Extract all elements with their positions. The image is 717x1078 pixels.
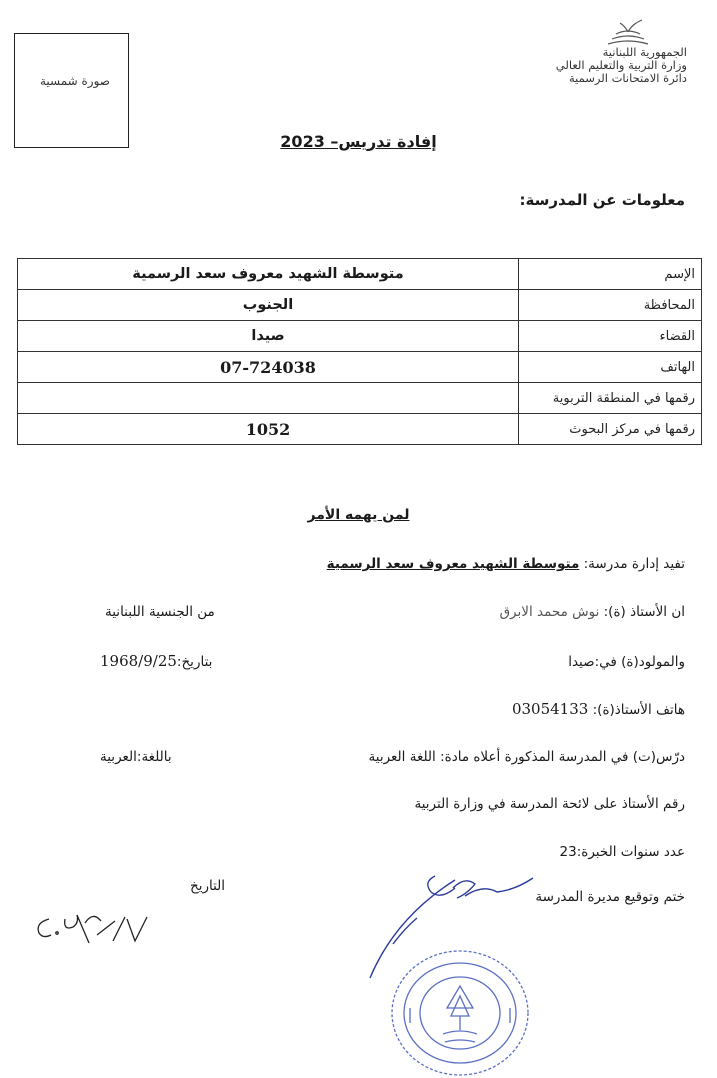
concern-title: [0, 507, 717, 523]
ministry-header: [447, 46, 687, 85]
ministry-line: وزارة التربية والتعليم العالي: [555, 58, 687, 72]
date-label: التاريخ: [190, 878, 226, 894]
row-value: 1052: [18, 414, 519, 445]
row-label: القضاء: [519, 321, 702, 352]
nationality: من الجنسية اللبنانية: [105, 604, 215, 620]
row-value: [18, 383, 519, 414]
row-label: الإسم: [519, 259, 702, 290]
photo-label: صورة شمسية: [39, 74, 110, 88]
teacher-prefix: ان الأستاذ (ة):: [603, 604, 685, 620]
teacher-phone-line: [512, 700, 685, 718]
row-label: رقمها في المنطقة التربوية: [519, 383, 702, 414]
dob-prefix: بتاريخ:: [176, 654, 213, 670]
table-row: [18, 414, 702, 445]
section-title: معلومات عن المدرسة:: [519, 191, 685, 209]
dob-line: [100, 652, 212, 670]
table-row: [18, 383, 702, 414]
ministry-number-line: رقم الأستاذ على لائحة المدرسة في وزارة التربية: [414, 796, 685, 812]
school-info-table: [17, 258, 702, 445]
teacher-line: [500, 604, 685, 620]
row-label: رقمها في مركز البحوث: [519, 414, 702, 445]
table-row: [18, 321, 702, 352]
experience-line: عدد سنوات الخبرة:23: [559, 844, 685, 860]
row-value: الجنوب: [18, 290, 519, 321]
row-value: صيدا: [18, 321, 519, 352]
row-label: المحافظة: [519, 290, 702, 321]
table-row: [18, 259, 702, 290]
row-value: 07-724038: [18, 352, 519, 383]
table-row: [18, 290, 702, 321]
school-line: [327, 556, 685, 572]
birthplace: والمولود(ة) في:صيدا: [568, 654, 685, 670]
photo-box: [14, 33, 129, 148]
row-label: الهاتف: [519, 352, 702, 383]
document-title-text: إفادة تدريس– 2023: [280, 132, 437, 151]
subject-line: درّس(ت) في المدرسة المذكورة أعلاه مادة: اللغة العربية: [368, 749, 685, 765]
phone-prefix: هاتف الأستاذ(ة):: [592, 702, 685, 718]
signature-stamp: [365, 858, 535, 1078]
language-line: باللغة:العربية: [100, 749, 172, 765]
school-line-name: متوسطة الشهيد معروف سعد الرسمية: [326, 556, 580, 572]
concern-title-text: لمن يهمه الأمر: [307, 507, 410, 523]
row-value: متوسطة الشهيد معروف سعد الرسمية: [18, 259, 519, 290]
phone-value: 03054133: [511, 700, 589, 718]
school-line-prefix: تفيد إدارة مدرسة:: [583, 556, 685, 572]
ministry-line: دائرة الامتحانات الرسمية: [568, 71, 687, 85]
document-title: [0, 132, 717, 151]
teacher-name: نوش محمد الابرق: [499, 604, 600, 620]
handwritten-date: [27, 897, 152, 957]
ministry-line: الجمهورية اللبنانية: [602, 45, 687, 59]
stamp-label: ختم وتوقيع مديرة المدرسة: [535, 889, 685, 905]
table-row: [18, 352, 702, 383]
dob-value: 1968/9/25: [100, 652, 177, 670]
